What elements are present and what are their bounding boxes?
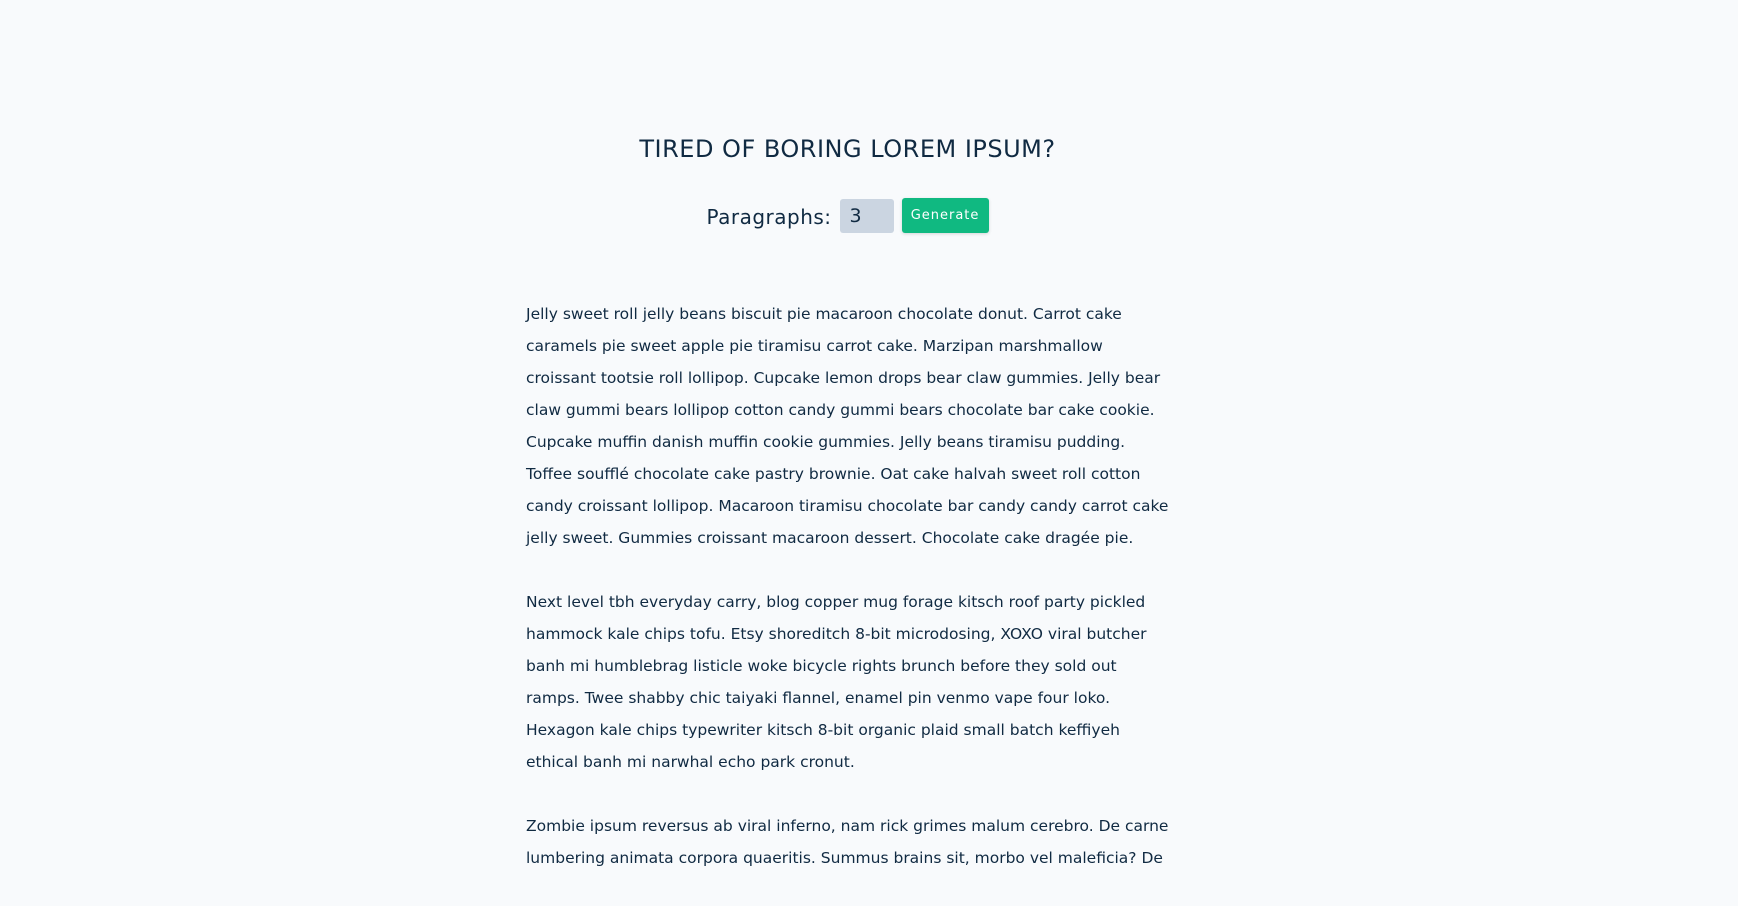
paragraph: Jelly sweet roll jelly beans biscuit pie macaroon chocolate donut. Carrot cake caramels pie sweet apple pie tiramisu carrot cake. Marzipan marshmallow croissant tootsie roll lollipop. Cupcake lemon drops bear claw gummies. Jelly bear claw gummi bears lollipop cotton candy gummi bears chocolate bar cake cookie. Cupcake muffin danish muffin cookie gummies. Jelly beans tiramisu pudding. Toffee soufflé chocolate cake pastry brownie. Oat cake halvah sweet roll cotton candy croissant lollipop. Macaroon tiramisu chocolate bar candy candy carrot cake jelly sweet. Gummies croissant macaroon dessert. Chocolate cake dragée pie. bbox=[526, 305, 1169, 547]
paragraph: Next level tbh everyday carry, blog copper mug forage kitsch roof party pickled hammock kale chips tofu. Etsy shoreditch 8-bit microdosing, XOXO viral butcher banh mi humblebrag listicle woke bicycle rights brunch before they sold out ramps. Twee shabby chic taiyaki flannel, enamel pin venmo vape four loko. Hexagon kale chips typewriter kitsch 8-bit organic plaid small batch keffiyeh ethical banh mi narwhal echo park cronut. bbox=[526, 593, 1147, 771]
page-title: TIRED OF BORING LOREM IPSUM? bbox=[639, 135, 1056, 163]
paragraphs-label: Paragraphs: bbox=[706, 204, 832, 229]
paragraph: Zombie ipsum reversus ab viral inferno, nam rick grimes malum cerebro. De carne lumbering animata corpora quaeritis. Summus brains sit, morbo vel maleficia? De bbox=[526, 817, 1169, 867]
generate-button[interactable]: Generate bbox=[902, 198, 989, 233]
paragraphs-count-input[interactable] bbox=[840, 199, 894, 233]
paragraph-form bbox=[0, 198, 1695, 233]
lorem-text bbox=[526, 298, 1174, 906]
